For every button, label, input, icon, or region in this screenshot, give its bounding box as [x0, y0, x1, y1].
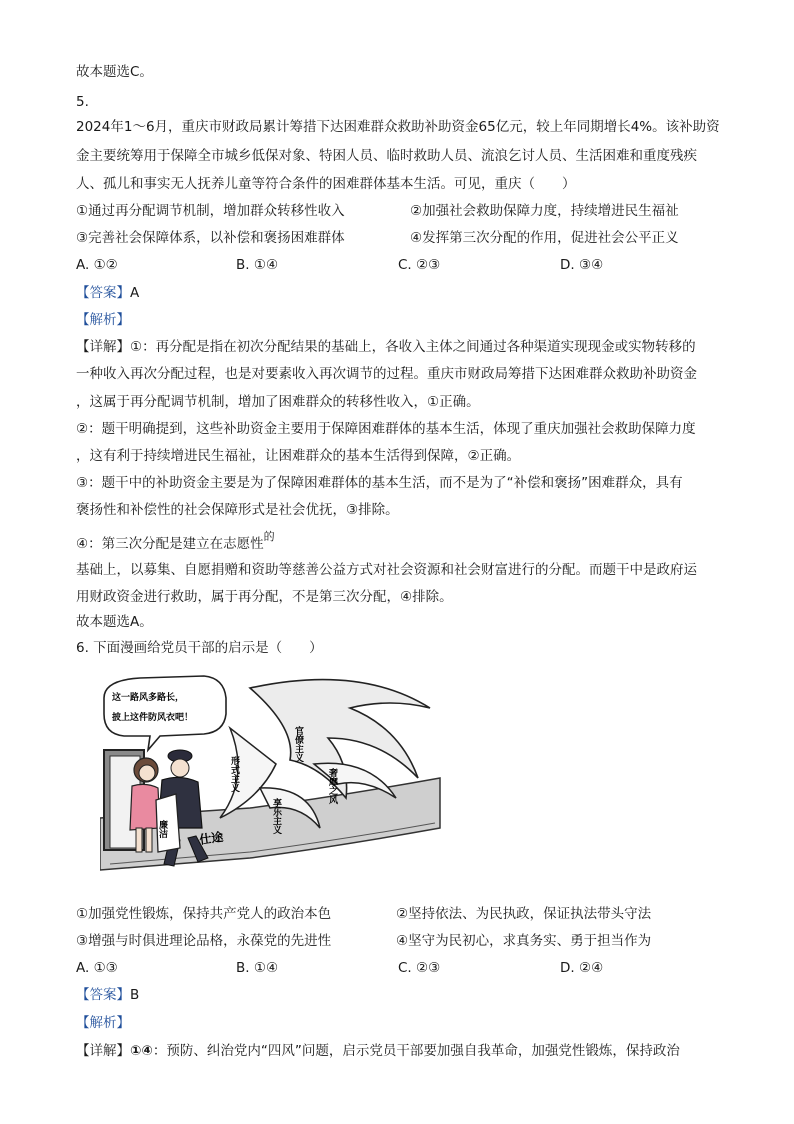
q6-answer-tag: 【答案】 [76, 987, 130, 1003]
woman-dress [130, 784, 160, 830]
woman-face [139, 765, 155, 781]
coat-label: 廉洁 [157, 820, 167, 838]
q6-detail-line-1 [76, 1041, 680, 1061]
q5-detail-line-7: 褒扬性和补偿性的社会保障形式是社会优抚，③排除。 [76, 502, 399, 518]
q6-stem: 6. 下面漫画给党员干部的启示是（ ） [76, 640, 323, 656]
q5-answer-value: A [130, 285, 140, 301]
q5-answer-tag: 【答案】 [76, 285, 130, 301]
q5-answer [76, 283, 139, 303]
q6-choice-b: B. ①④ [236, 960, 279, 976]
q5-stem-line-3: 人、孤儿和事实无人抚养儿童等符合条件的困难群体基本生活。可见，重庆（ ） [76, 176, 576, 192]
q5-choice-b: B. ①④ [236, 257, 279, 273]
q6-detail-text: ：预防、纠治党内“四风”问题，启示党员干部要加强自我革命，加强党性锻炼，保持政治 [152, 1043, 680, 1059]
road-label: 仕途 [198, 829, 225, 847]
q5-detail-line-2: 一种收入再次分配过程，也是对要素收入再次调节的过程。重庆市财政局筹措下达困难群众救助补助资金 [76, 366, 697, 382]
q6-statement-4: ④坚守为民初心，求真务实、勇于担当作为 [396, 933, 652, 949]
q5-detail-line-10: 用财政资金进行救助，属于再分配，不是第三次分配，④排除。 [76, 589, 453, 605]
wind-label-hedonism: 享乐主义 [271, 798, 281, 834]
q5-detail-line-5: ，这有利于持续增进民生福祉，让困难群众的基本生活得到保障，②正确。 [76, 448, 521, 464]
q5-detail-line-9: 基础上，以募集、自愿捐赠和资助等慈善公益方式对社会资源和社会财富进行的分配。而题干中是政府运 [76, 562, 697, 578]
q6-detail-bold: ①④ [130, 1043, 153, 1059]
wind-label-extravagance: 奢靡之风 [327, 768, 337, 804]
q5-conclusion: 故本题选A。 [76, 614, 153, 630]
q5-stem-line-2: 金主要统筹用于保障全市城乡低保对象、特困人员、临时救助人员、流浪乞讨人员、生活困难和重度残疾 [76, 148, 697, 164]
officer-face [171, 759, 189, 777]
q5-detail-line-6: ③：题干中的补助资金主要是为了保障困难群体的基本生活，而不是为了“补偿和褒扬”困难群众，具有 [76, 475, 683, 491]
q5-detail-text-8: ④：第三次分配是建立在志愿性 [76, 536, 264, 552]
q6-analysis-label: 【解析】 [76, 1015, 130, 1031]
woman-leg-right [146, 828, 152, 852]
q5-choice-c: C. ②③ [398, 257, 441, 273]
cartoon-illustration [100, 668, 444, 880]
q6-statement-1: ①加强党性锻炼，保持共产党人的政治本色 [76, 906, 332, 922]
speech-line-1: 这一路风多路长， [112, 693, 185, 703]
q5-choice-a: A. ①② [76, 257, 118, 273]
q6-choice-a: A. ①③ [76, 960, 118, 976]
q5-detail-line-8 [76, 530, 275, 555]
q5-analysis-tag [76, 310, 130, 330]
speech-line-2: 披上这件防风衣吧！ [112, 713, 194, 723]
q6-answer-value: B [130, 987, 140, 1003]
q5-statement-1: ①通过再分配调节机制，增加群众转移性收入 [76, 203, 345, 219]
q5-number: 5. [76, 94, 89, 110]
q6-choice-d: D. ②④ [560, 960, 604, 976]
q5-detail-text-1: ①：再分配是指在初次分配结果的基础上，各收入主体之间通过各种渠道实现现金或实物转移的 [130, 339, 696, 355]
q5-statement-3: ③完善社会保障体系，以补偿和褒扬困难群体 [76, 230, 345, 246]
q5-detail-tag: 【详解】 [76, 339, 130, 355]
q5-detail-line-3: ，这属于再分配调节机制，增加了困难群众的转移性收入，①正确。 [76, 394, 480, 410]
q5-detail-sup: 的 [263, 530, 275, 543]
q4-conclusion: 故本题选C。 [76, 64, 153, 80]
q6-statement-2: ②坚持依法、为民执政，保证执法带头守法 [396, 906, 652, 922]
wind-label-formalism: 形式主义 [229, 756, 239, 792]
q6-choice-c: C. ②③ [398, 960, 441, 976]
q6-detail-tag: 【详解】 [76, 1043, 130, 1059]
q6-statement-3: ③增强与时俱进理论品格，永葆党的先进性 [76, 933, 332, 949]
q6-analysis-tag [76, 1013, 130, 1033]
q5-statement-2: ②加强社会救助保障力度，持续增进民生福祉 [410, 203, 679, 219]
q5-analysis-label: 【解析】 [76, 312, 130, 328]
q5-detail-line-1 [76, 337, 696, 357]
q5-detail-line-4: ②：题干明确提到，这些补助资金主要用于保障困难群体的基本生活，体现了重庆加强社会救助保障力度 [76, 421, 696, 437]
woman-leg-left [136, 828, 142, 852]
q5-statement-4: ④发挥第三次分配的作用，促进社会公平正义 [410, 230, 679, 246]
q6-answer [76, 985, 139, 1005]
wind-label-bureaucratism: 官僚主义 [293, 726, 303, 762]
q5-choice-d: D. ③④ [560, 257, 604, 273]
q5-stem-line-1: 2024年1～6月，重庆市财政局累计筹措下达困难群众救助补助资金65亿元，较上年同期增长4%。该补助资 [76, 119, 720, 135]
